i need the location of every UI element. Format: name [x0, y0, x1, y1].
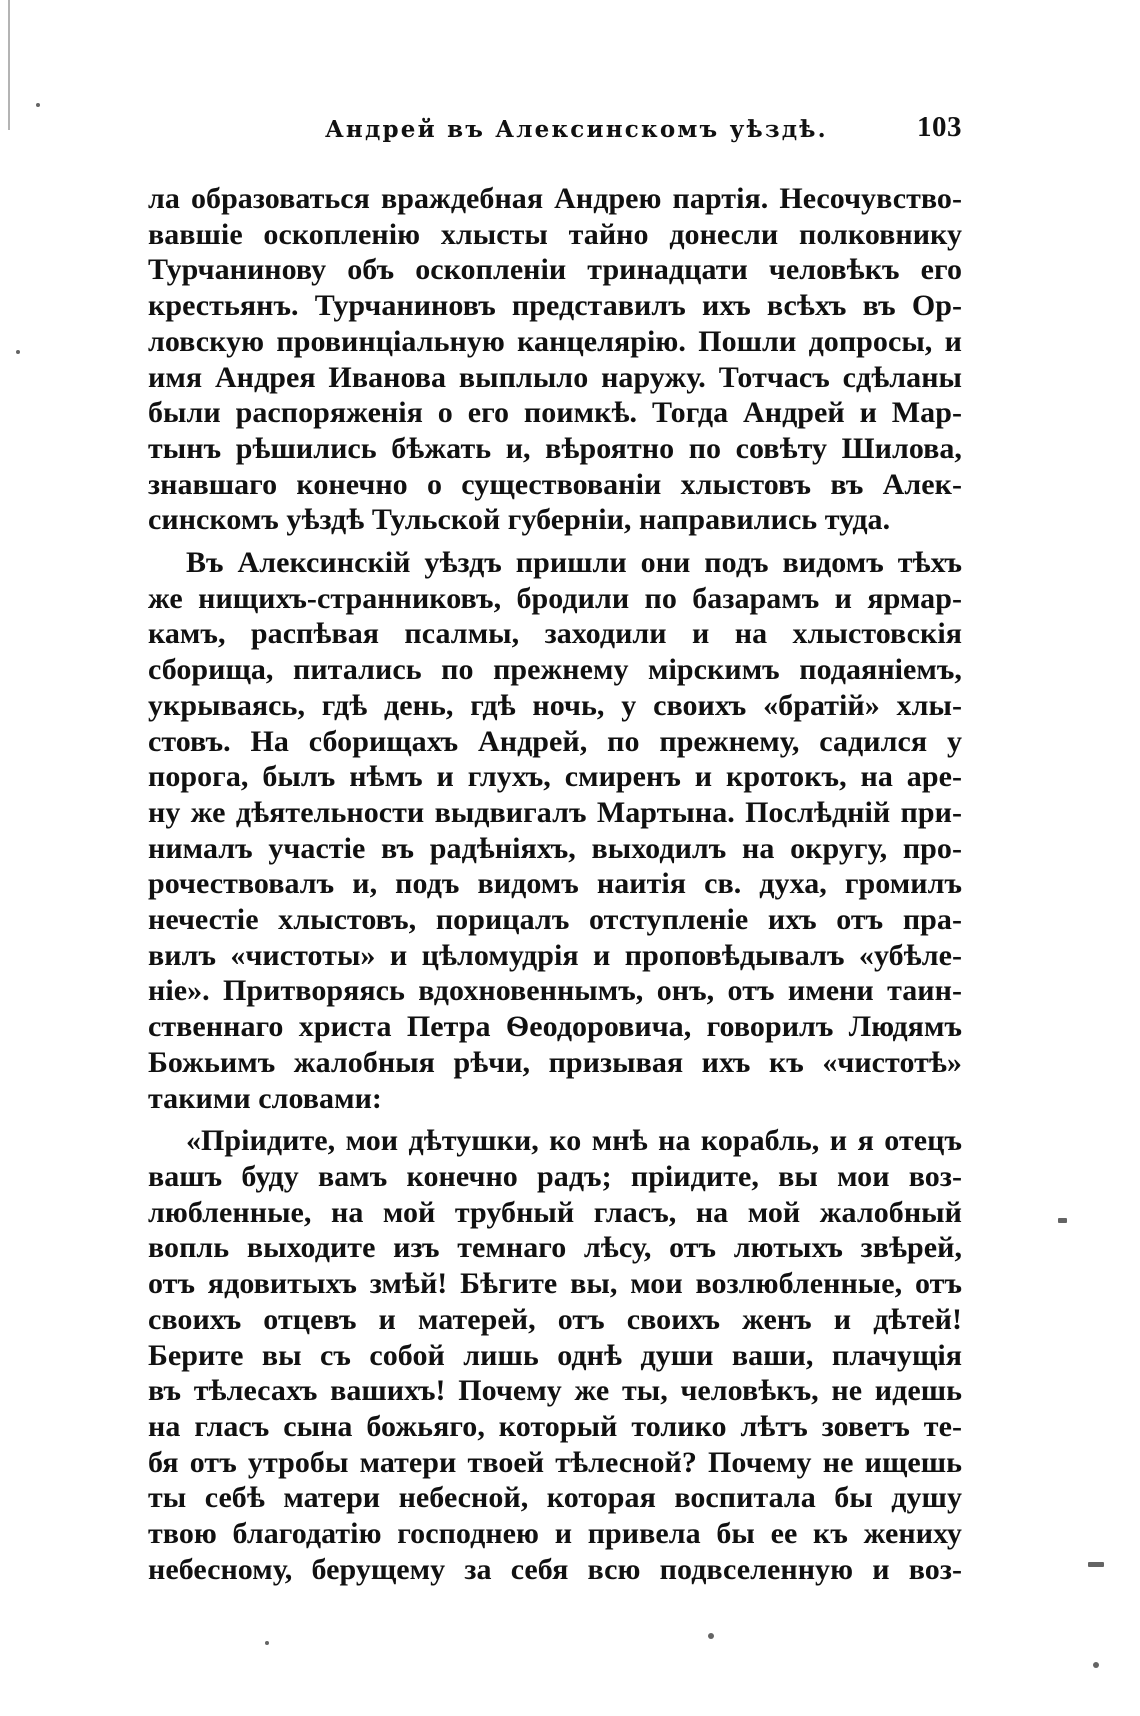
page-number: 103 [917, 111, 962, 143]
text-line: были распоряженія о его поимкѣ. Тогда Андрей и Мар- [148, 396, 962, 430]
text-line: ловскую провинціальную канцелярію. Пошли допросы, и [148, 324, 962, 358]
scan-edge-line [8, 0, 10, 130]
paragraph-3 [148, 1123, 962, 1587]
text-line: нечестіе хлыстовъ, порицалъ отступленіе ихъ отъ пра- [148, 903, 962, 937]
print-speck [36, 103, 40, 107]
paragraph-2 [148, 545, 962, 1116]
text-line: вопль выходите изъ темнаго лѣсу, отъ лютыхъ звѣрей, [148, 1231, 962, 1265]
text-line: камъ, распѣвая псалмы, заходили и на хлыстовскія [148, 617, 962, 651]
running-head: Андрей въ Алексинскомъ уѣздѣ. [325, 116, 828, 143]
text-line: вилъ «чистоты» и цѣломудрія и проповѣдывалъ «убѣле- [148, 938, 962, 972]
text-line: знавшаго конечно о существованіи хлыстовъ въ Алек- [148, 467, 962, 501]
text-line: нималъ участіе въ радѣніяхъ, выходилъ на округу, про- [148, 831, 962, 865]
print-speck [1088, 1562, 1104, 1567]
text-line: рочествовалъ и, подъ видомъ наитія св. духа, громилъ [148, 867, 962, 901]
text-line: ну же дѣятельности выдвигалъ Мартына. Послѣдній при- [148, 795, 962, 829]
text-line-content: Въ Алексинскій уѣздъ пришли они подъ видомъ тѣхъ [186, 546, 962, 580]
body-text [148, 181, 962, 1587]
text-line-indented [148, 1123, 962, 1159]
text-line: въ тѣлесахъ вашихъ! Почему же ты, человѣкъ, не идешь [148, 1374, 962, 1408]
text-line: порога, былъ нѣмъ и глухъ, смиренъ и кротокъ, на аре- [148, 760, 962, 794]
text-line: же нищихъ-странниковъ, бродили по базарамъ и ярмар- [148, 581, 962, 615]
text-line: отъ ядовитыхъ змѣй! Бѣгите вы, мои возлюбленные, отъ [148, 1267, 962, 1301]
text-line-content: «Пріидите, мои дѣтушки, ко мнѣ на корабль, и я отецъ [186, 1124, 962, 1158]
text-line: крестьянъ. Турчаниновъ представилъ ихъ всѣхъ въ Ор- [148, 289, 962, 323]
page-header [150, 108, 970, 152]
print-speck [1058, 1218, 1067, 1223]
text-line: Турчанинову объ оскопленіи тринадцати человѣкъ его [148, 253, 962, 287]
text-line: ла образоваться враждебная Андрею партія. Несочувство- [148, 182, 962, 215]
text-line: ственнаго христа Петра Ѳеодоровича, говорилъ Людямъ [148, 1010, 962, 1044]
print-speck [265, 1641, 269, 1645]
text-line: сборища, питались по прежнему мірскимъ подаяніемъ, [148, 653, 962, 687]
text-line: ніе». Притворяясь вдохновеннымъ, онъ, отъ имени таин- [148, 974, 962, 1008]
print-speck [16, 350, 20, 354]
text-line: на гласъ сына божьяго, который толико лѣтъ зоветъ те- [148, 1409, 962, 1443]
text-line: вашъ буду вамъ конечно радъ; пріидите, вы мои воз- [148, 1159, 962, 1193]
print-speck [1093, 1662, 1099, 1668]
text-line: тынъ рѣшились бѣжать и, вѣроятно по совѣту Шилова, [148, 431, 962, 465]
text-line: стовъ. На сборищахъ Андрей, по прежнему, садился у [148, 724, 962, 758]
text-line: своихъ отцевъ и матерей, отъ своихъ женъ и дѣтей! [148, 1302, 962, 1336]
text-line: вавшіе оскопленію хлысты тайно донесли полковнику [148, 217, 962, 251]
text-line: имя Андрея Иванова выплыло наружу. Тотчасъ сдѣланы [148, 360, 962, 394]
text-line: твою благодатію господнею и привела бы ее къ жениху [148, 1517, 962, 1551]
paragraph-1 [148, 181, 962, 538]
text-line: бя отъ утробы матери твоей тѣлесной? Почему не ищешь [148, 1445, 962, 1479]
text-line: синскомъ уѣздѣ Тульской губерніи, направились туда. [148, 503, 891, 537]
text-line: Берите вы съ собой лишь однѣ души ваши, плачущія [148, 1338, 962, 1372]
text-line-indented [148, 545, 962, 581]
print-speck [708, 1633, 714, 1639]
text-line: Божьимъ жалобныя рѣчи, призывая ихъ къ «чистотѣ» [148, 1045, 962, 1079]
text-line: ты себѣ матери небесной, которая воспитала бы душу [148, 1481, 962, 1515]
text-line: такими словами: [148, 1081, 382, 1115]
text-line: небесному, берущему за себя всю подвселенную и воз- [148, 1552, 962, 1586]
text-line: любленные, на мой трубный гласъ, на мой жалобный [148, 1195, 962, 1229]
text-line: укрываясь, гдѣ день, гдѣ ночь, у своихъ «братій» хлы- [148, 688, 962, 722]
